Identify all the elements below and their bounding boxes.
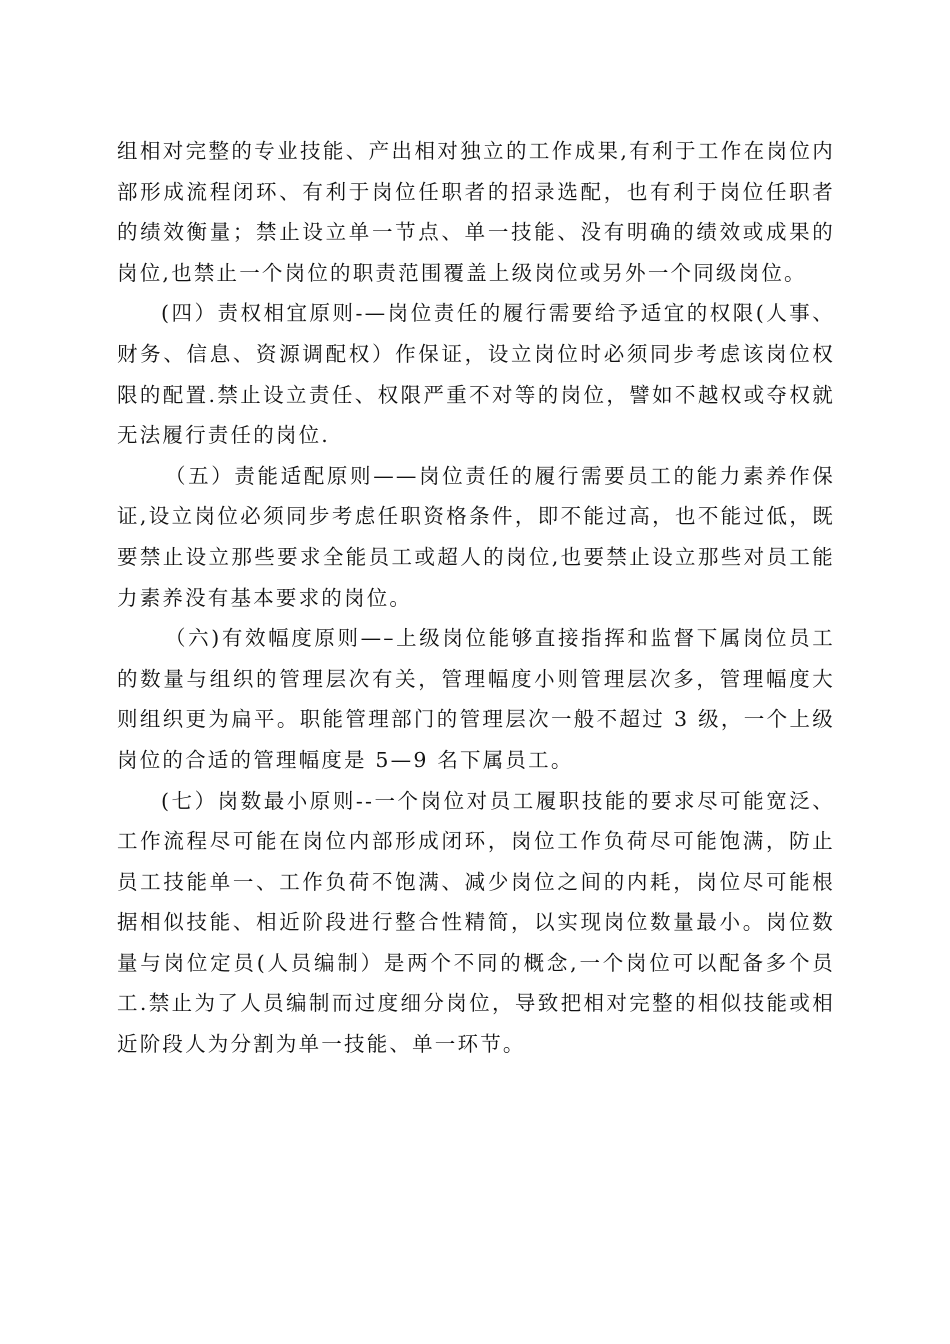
paragraph-principle-5: （五）责能适配原则——岗位责任的履行需要员工的能力素养作保证,设立岗位必须同步考虑任职资格条件，即不能过高，也不能过低，既要禁止设立那些要求全能员工或超人的岗位,也要禁止设立那些对员工能力素养没有基本要求的岗位。 (117, 463, 835, 610)
paragraph-principle-4: (四）责权相宜原则-—岗位责任的履行需要给予适宜的权限(人事、财务、信息、资源调配权）作保证，设立岗位时必须同步考虑该岗位权限的配置.禁止设立责任、权限严重不对等的岗位，譬如不越权或夺权就无法履行责任的岗位. (117, 301, 835, 448)
paragraph-principle-7: (七）岗数最小原则--一个岗位对员工履职技能的要求尽可能宽泛、工作流程尽可能在岗位内部形成闭环，岗位工作负荷尽可能饱满，防止员工技能单一、工作负荷不饱满、减少岗位之间的内耗，岗位尽可能根据相似技能、相近阶段进行整合性精简，以实现岗位数量最小。岗位数量与岗位定员(人员编制）是两个不同的概念,一个岗位可以配备多个员工.禁止为了人员编制而过度细分岗位，导致把相对完整的相似技能或相近阶段人为分割为单一技能、单一环节。 (117, 788, 835, 1057)
paragraph-continuation: 组相对完整的专业技能、产出相对独立的工作成果,有利于工作在岗位内部形成流程闭环、有利于岗位任职者的招录选配，也有利于岗位任职者的绩效衡量；禁止设立单一节点、单一技能、没有明确的绩效或成果的岗位,也禁止一个岗位的职责范围覆盖上级岗位或另外一个同级岗位。 (117, 139, 835, 285)
paragraph-principle-6: （六)有效幅度原则—–上级岗位能够直接指挥和监督下属岗位员工的数量与组织的管理层次有关，管理幅度小则管理层次多，管理幅度大则组织更为扁平。职能管理部门的管理层次一般不超过 3 级，一个上级岗位的合适的管理幅度是 5—9 名下属员工。 (117, 626, 835, 772)
document-body (117, 131, 835, 1065)
